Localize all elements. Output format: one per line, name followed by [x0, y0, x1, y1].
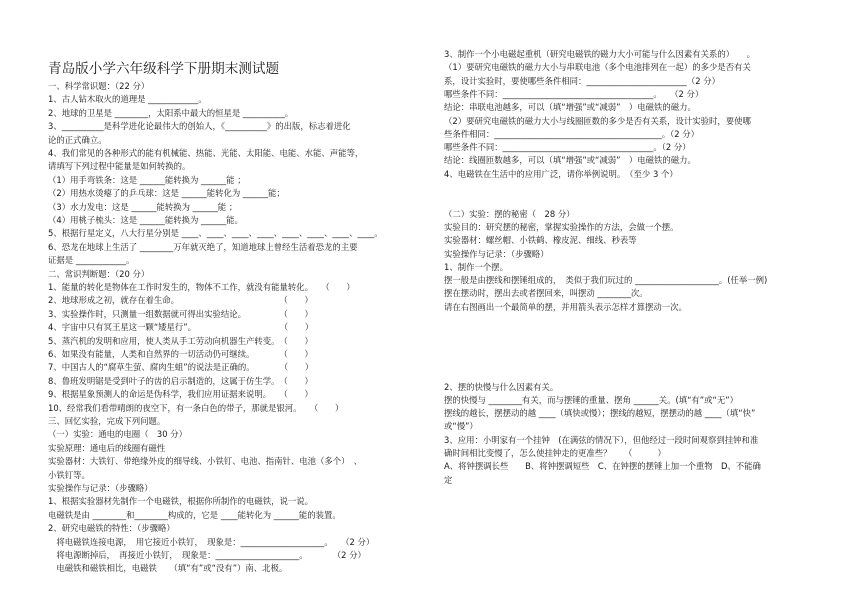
right-line-13: （二）实验：摆的秘密（ 28 分）: [444, 208, 575, 219]
left-line-13: 6、恐龙在地球上生活了 ________万年就灭绝了，知道地球上曾经生活着恐龙的主要: [48, 241, 358, 252]
left-line-33: 电磁铁是由 ________和________构成的，它是 ____能转化为 ______能的装置。: [48, 509, 341, 520]
right-line-9: 结论：线圈匝数越多，可以（填“增强”或“减弱” ）电磁铁的磁力。: [444, 155, 696, 166]
right-line-7: 些条件相同：________________________________________。（2 分）: [444, 128, 700, 139]
left-line-4: 3、__________是科学进化论最伟大的创始人，《__________》的出版，标志着进化: [48, 121, 351, 132]
left-line-35: 将电磁铁连接电源， 用它接近小铁钉， 现象是：____________________。 （2 分）: [48, 536, 375, 547]
left-line-34: 2、研究电磁铁的特性：（步骤略）: [48, 523, 175, 534]
left-line-23: 8、鲁班发明锯是受到叶子的齿的启示制造的，这属于仿生学。 （ ）: [48, 375, 313, 386]
page-title: 青岛版小学六年级科学下册期末测试题: [48, 61, 280, 77]
left-line-36: 将电源断掉后， 再接近小铁钉， 现象是：____________________。 （2 分）: [48, 550, 366, 560]
left-line-32: 1、根据实验器材先制作一个电磁铁，根据你所制作的电磁铁，说一说。: [48, 496, 313, 507]
right-line-3: 系，设计实验时，要使哪些条件相同：________________________（2 分）: [444, 75, 720, 86]
left-line-30: 小铁钉等。: [48, 469, 90, 480]
right-line-33: 定: [444, 474, 453, 485]
right-line-26: 2、摆的快慢与什么因素有关。: [444, 381, 559, 392]
right-line-30: 3、应用：小明家有一个挂钟 (在满弦的情况下），但他经过一段时间观察到挂钟和准: [444, 434, 759, 445]
left-line-28: 实验原理：通电后的线圈有磁性: [48, 442, 166, 453]
left-line-6: 4、我们常见的各种形式的能有机械能、热能、光能、太阳能、电能、水能、声能等，: [48, 148, 364, 158]
right-line-19: 摆在摆动时，摆出去或者摆回来，叫摆动 ________次。: [444, 288, 648, 299]
right-line-27: 摆的快慢与 ________有关，而与摆锤的重量、摆角 ______关。(填“有”或“无”）: [444, 394, 738, 405]
left-line-2: 1、古人钻木取火的道理是 ____________。: [48, 94, 207, 105]
left-line-22: 7、中国古人的“腐草生萤、腐肉生蛆”的说法是正确的。 （ ）: [48, 362, 314, 373]
right-line-2: （1）要研究电磁铁的磁力大小与串联电池（多个电池排列在一起）的多少是否有关: [444, 62, 751, 73]
left-line-8: （1）用手弯铁条：这是 ______能转换为 ______能 ；: [48, 174, 246, 185]
right-line-31: 确时间相比变慢了，怎么使挂钟走的更准些？ （ ）: [444, 448, 666, 458]
left-line-20: 5、蒸汽机的发明和应用，使人类从手工劳动向机器生产转变。 （ ）: [48, 335, 313, 346]
left-line-19: 4、宇宙中只有冥王星这一颗“矮星行”。 （ ）: [48, 322, 314, 333]
left-line-25: 10、经常我们看带晴朗的夜空下，有一条白色的带子，那就是银河。 （ ）: [48, 402, 344, 413]
right-line-10: 4、电磁铁在生活中的应用广泛，请你举例说明。 （至少 3 个）: [444, 168, 678, 179]
left-line-27: （一）实验：通电的电圈（ 30 分）: [48, 429, 187, 440]
left-line-14: 证据是 ____________。: [48, 255, 135, 266]
left-line-31: 实验操作与记录：（步骤略）: [48, 483, 153, 493]
right-line-6: （2）要研究电磁铁的磁力大小与线圈匝数的多少是否有关系，设计实验时，要使哪: [444, 115, 751, 126]
right-line-16: 实验操作与记录：（步骤略）: [444, 248, 549, 259]
right-line-8: 哪些条件不同：____________________________________。（2 分）: [444, 142, 691, 153]
right-line-4: 哪些条件不同：____________________________________。 （2 分）: [444, 88, 704, 99]
right-line-5: 结论：串联电池越多，可以（填“增强”或“减弱” ）电磁铁的磁力。: [444, 102, 696, 113]
left-line-7: 请填写下列过程中能量是如何转换的。: [48, 161, 191, 172]
left-line-12: 5、根据行星定义，八大行星分别是 ____、____、____、____、____、____、____、____。: [48, 228, 383, 239]
left-line-1: 一、科学常识题：（22 分）: [48, 81, 150, 91]
right-line-15: 实验器材：螺丝帽、小铁鹤、橡皮泥、细线、秒表等: [444, 235, 637, 246]
right-line-28: 摆线的越长，摆摆动的越 ____（填快或慢）；摆线的越短，摆摆动的越 ____（填“快”: [444, 408, 756, 419]
left-line-26: 三、回忆实验，完成下列问题。: [48, 416, 166, 426]
left-line-18: 3、实验操作时，只测量一组数据就可得出实验结论。 （ ）: [48, 308, 313, 319]
right-line-18: 摆一般是由摆线和摆锤组成的， 类似于我们玩过的 ____________________。(任举一例): [444, 275, 768, 286]
right-line-1: 3、制作一个小电磁起重机（研究电磁铁的磁力大小可能与什么因素有关系的） 。: [444, 49, 756, 59]
left-line-17: 2、地球形成之初，就存在着生命。 （ ）: [48, 295, 313, 306]
left-line-37: 电磁铁和磁铁相比，电磁铁 （填“有”或“没有”）南、北极。: [48, 563, 288, 574]
left-line-21: 6、如果没有能量，人类和自然界的一切活动仍可继续。 （ ）: [48, 349, 313, 359]
right-line-17: 1、制作一个摆。: [444, 261, 508, 272]
left-line-29: 实验器材：大铁钉、带绝缘外皮的细导线、小铁钉、电池、指南针、电池（多个） 、: [48, 456, 363, 467]
right-line-32: A、将钟摆调长些 B、将钟摆调短些 C、在钟摆的摆锤上加一个重物 D、不能确: [444, 461, 761, 472]
left-line-9: （2）用热水烫瘪了的乒乓球：这是 ______能转化为 ______能；: [48, 188, 285, 199]
right-line-14: 实验目的：研究摆的秘密，掌握实验操作的方法，会做一个摆。: [444, 221, 679, 232]
left-line-15: 二、常识判断题：（20 分）: [48, 268, 150, 279]
right-line-20: 请在右图画出一个最简单的摆，并用箭头表示怎样才算摆动一次。: [444, 301, 687, 312]
left-line-5: 论的正式确立。: [48, 134, 107, 145]
left-line-24: 9、根据星象预测人的命运是伪科学，我们应用证据来说明。 （ ）: [48, 389, 313, 400]
left-line-10: （3）水力发电：这是 ______能转换为 ______能 ；: [48, 201, 238, 212]
left-line-3: 2、地球的卫星是 ________，太阳系中最大的恒星是 __________。: [48, 107, 294, 118]
left-line-11: （4）用桃子梳头：这是 ______能转换为 ______能。: [48, 215, 243, 225]
left-line-16: 1、能量的转化是物体在工作时发生的，物体不工作，就没有能量转化。 （ ）: [48, 282, 355, 292]
right-line-29: 或“慢”）: [444, 421, 478, 432]
